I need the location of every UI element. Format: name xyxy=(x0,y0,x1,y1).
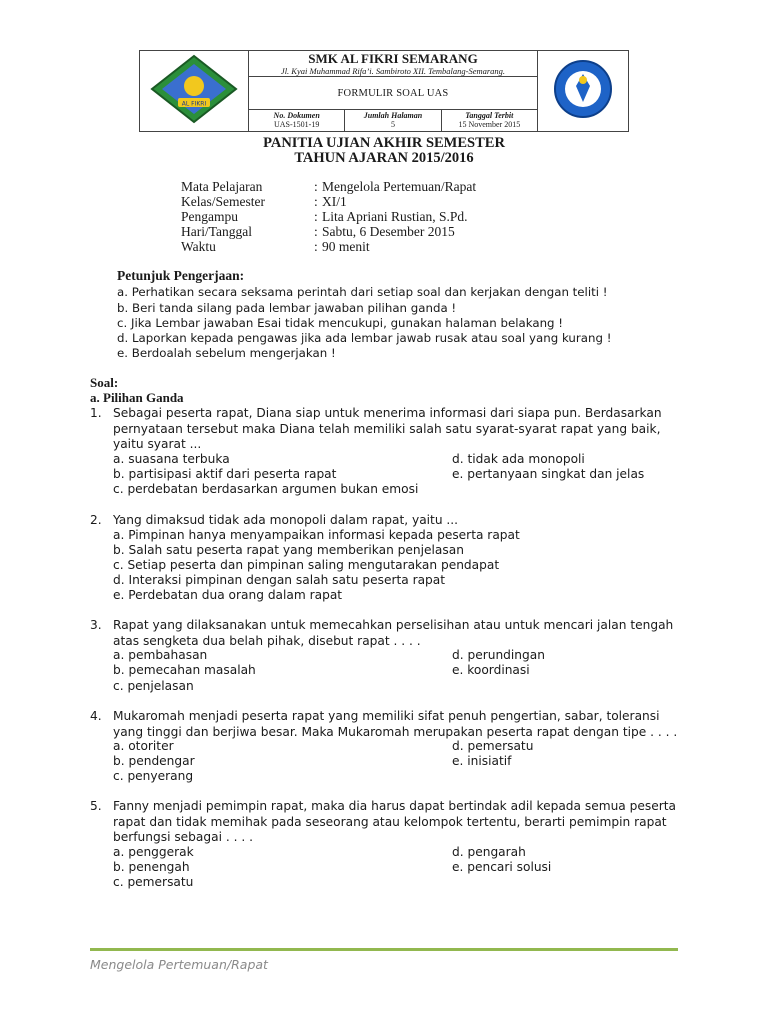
footer-divider xyxy=(90,948,678,951)
instruction-item: e. Berdoalah sebelum mengerjakan ! xyxy=(117,346,336,360)
academic-year: TAHUN AJARAN 2015/2016 xyxy=(294,150,474,166)
info-label: Mata Pelajaran xyxy=(181,179,263,194)
question-number: 2. xyxy=(90,513,102,527)
info-label: Kelas/Semester xyxy=(181,194,265,209)
question-text: Mukaromah menjadi peserta rapat yang memiliki sifat penuh pengertian, sabar, toleransi yang tinggi dan berjiwa besar. Maka Mukaromah merupakan peserta rapat dengan tipe . . . . xyxy=(113,709,678,739)
answer-option: e. koordinasi xyxy=(452,663,530,677)
answer-option: a. Pimpinan hanya menyampaikan informasi kepada peserta rapat xyxy=(113,528,520,542)
section-heading: a. Pilihan Ganda xyxy=(90,390,184,405)
answer-option: b. pendengar xyxy=(113,754,195,768)
answer-option: b. partisipasi aktif dari peserta rapat xyxy=(113,467,337,481)
info-row-teacher: Pengampu : Lita Apriani Rustian, S.Pd. xyxy=(181,209,468,224)
answer-option: e. inisiatif xyxy=(452,754,512,768)
question-text: Yang dimaksud tidak ada monopoli dalam rapat, yaitu ... xyxy=(113,513,459,527)
question-text: Sebagai peserta rapat, Diana siap untuk menerima informasi dari siapa pun. Berdasarkan pernyataan tersebut maka Diana telah memiliki salah satu syarat-syarat rapat yang baik, yaitu syarat ... xyxy=(113,406,662,451)
info-value: Sabtu, 6 Desember 2015 xyxy=(322,224,455,239)
answer-option: b. Salah satu peserta rapat yang memberikan penjelasan xyxy=(113,543,464,557)
school-logo-icon xyxy=(150,54,238,124)
answer-option: a. suasana terbuka xyxy=(113,452,230,466)
info-value: Mengelola Pertemuan/Rapat xyxy=(322,179,477,194)
answer-option: d. pengarah xyxy=(452,845,526,859)
question-number: 4. xyxy=(90,709,102,723)
info-row-time: Waktu : 90 menit xyxy=(181,239,370,254)
soal-heading: Soal: xyxy=(90,375,119,390)
instructions-title: Petunjuk Pengerjaan: xyxy=(117,268,245,283)
answer-option: c. penjelasan xyxy=(113,679,194,693)
page-count-label: Jumlah Halaman xyxy=(363,111,423,121)
answer-option: a. otoriter xyxy=(113,739,174,753)
logo-text: AL FIKRI xyxy=(181,100,207,107)
question-number: 5. xyxy=(90,799,102,813)
answer-option: e. Perdebatan dua orang dalam rapat xyxy=(113,588,343,602)
form-title: FORMULIR SOAL UAS xyxy=(337,87,449,99)
answer-option: d. tidak ada monopoli xyxy=(452,452,585,466)
form-title-cell xyxy=(249,77,538,109)
ministry-logo-cell xyxy=(538,51,629,132)
info-value: 90 menit xyxy=(322,239,370,254)
answer-option: d. pemersatu xyxy=(452,739,534,753)
info-label: Waktu xyxy=(181,239,216,254)
issue-date-cell xyxy=(441,109,537,131)
question-number: 3. xyxy=(90,618,102,632)
school-name-cell xyxy=(249,51,538,77)
info-row-subject: Mata Pelajaran : Mengelola Pertemuan/Rapat xyxy=(181,179,477,194)
info-value: Lita Apriani Rustian, S.Pd. xyxy=(322,209,468,224)
answer-option: b. pemecahan masalah xyxy=(113,663,256,677)
info-value: XI/1 xyxy=(322,194,347,209)
answer-option: d. perundingan xyxy=(452,648,545,662)
info-label: Pengampu xyxy=(181,209,238,224)
answer-option: b. penengah xyxy=(113,860,190,874)
answer-option: a. pembahasan xyxy=(113,648,208,662)
ministry-logo-icon xyxy=(552,58,614,120)
answer-option: c. pemersatu xyxy=(113,875,194,889)
footer-text: Mengelola Pertemuan/Rapat xyxy=(90,957,268,972)
doc-number-cell xyxy=(249,109,345,131)
issue-date-label: Tanggal Terbit xyxy=(465,111,514,121)
question-number: 1. xyxy=(90,406,102,420)
page-count-cell xyxy=(345,109,441,131)
doc-number-value: UAS-1501-19 xyxy=(273,120,320,130)
exam-title: PANITIA UJIAN AKHIR SEMESTER xyxy=(263,135,505,151)
answer-option: c. penyerang xyxy=(113,769,194,783)
question-text: Rapat yang dilaksanakan untuk memecahkan perselisihan atau untuk mencari jalan tengah atas sengketa dua belah pihak, disebut rapat . . . . xyxy=(113,618,674,648)
instruction-item: b. Beri tanda silang pada lembar jawaban pilihan ganda ! xyxy=(117,301,457,315)
info-row-date: Hari/Tanggal : Sabtu, 6 Desember 2015 xyxy=(181,224,455,239)
answer-option: a. penggerak xyxy=(113,845,194,859)
answer-option: d. Interaksi pimpinan dengan salah satu peserta rapat xyxy=(113,573,446,587)
doc-number-label: No. Dokumen xyxy=(273,111,320,121)
instruction-item: c. Jika Lembar jawaban Esai tidak mencukupi, gunakan halaman belakang ! xyxy=(117,316,564,330)
answer-option: c. Setiap peserta dan pimpinan saling mengutarakan pendapat xyxy=(113,558,500,572)
page-count-value: 5 xyxy=(390,120,395,130)
answer-option: e. pertanyaan singkat dan jelas xyxy=(452,467,645,481)
info-label: Hari/Tanggal xyxy=(181,224,253,239)
school-name: SMK AL FIKRI SEMARANG xyxy=(308,51,478,67)
info-row-class: Kelas/Semester : XI/1 xyxy=(181,194,347,209)
school-address: Jl. Kyai Muhammad Rifa’i. Sambiroto XII. Tembalang-Semarang. xyxy=(280,66,506,77)
issue-date-value: 15 November 2015 xyxy=(458,120,521,130)
question-text: Fanny menjadi pemimpin rapat, maka dia harus dapat bertindak adil kepada semua peserta rapat dan tidak memihak pada seseorang atau kelompok tertentu, berarti pemimpin rapat berfungsi sebagai . . . . xyxy=(113,799,676,844)
instruction-item: d. Laporkan kepada pengawas jika ada lembar jawab rusak atau soal yang kurang ! xyxy=(117,331,612,345)
answer-option: e. pencari solusi xyxy=(452,860,552,874)
school-logo-cell xyxy=(140,51,249,132)
instruction-item: a. Perhatikan secara seksama perintah dari setiap soal dan kerjakan dengan teliti ! xyxy=(117,285,608,299)
answer-option: c. perdebatan berdasarkan argumen bukan emosi xyxy=(113,482,419,496)
header-table xyxy=(139,50,629,132)
